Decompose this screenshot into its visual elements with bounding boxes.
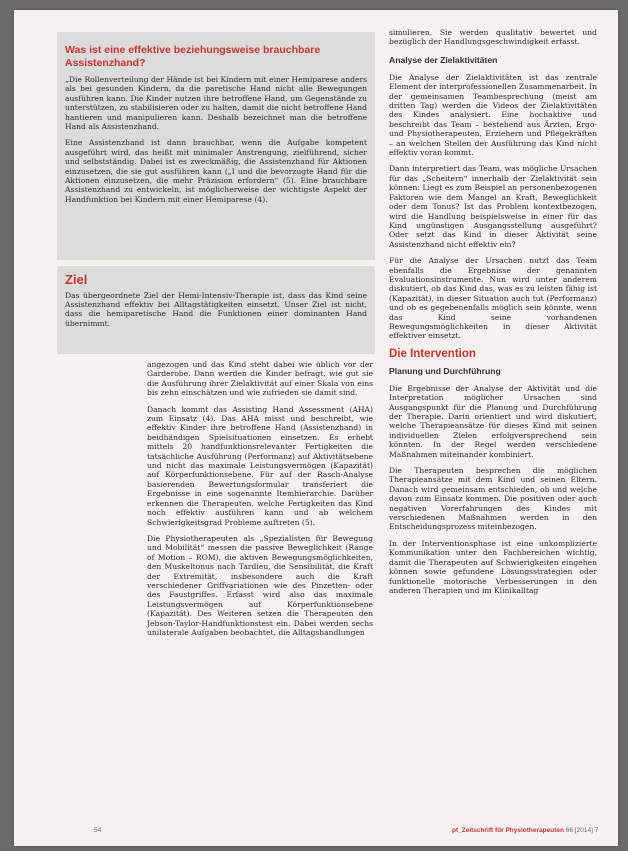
body-paragraph: Die Ergebnisse der Analyse der Aktivität und die Interpretation möglicher Ursachen sind Ausgangspunkt für die Planung und Durchführung der Therapie. Darin orientiert und wird diskutiert, welche Therapieansätze für dieses Kind mit seinen individuellen Zielen erfolgversprechend sein könnten. In der Regel werden verschiedene Maßnahmen miteinander kombiniert. [389, 383, 597, 459]
body-paragraph: Die Physiotherapeuten als „Spezialisten für Bewegung und Mobilität“ messen die passive Beweglichkeit (Range of Motion – ROM), die aktiven Bewegungsmöglichkeiten, den Muskeltonus nach Tardieu, die Sensibilität, die Kraft der Extremität, insbesondere auch die Kraft verschiedener Griffvariationen wie des Pinzetten- oder des Faustgriffes. Erfasst wird also das maximale Leistungsvermögen auf Körperfunktionsebene (Kapazität). Des Weiteren setzen die Therapeuten den Jebson-Taylor-Handfunktionstest ein. Dabei werden sechs unilaterale Aufgaben beobachtet, die Alltagshandlungen [147, 533, 373, 637]
body-paragraph: angezogen und das Kind steht dabei wie üblich vor der Garderobe. Dann werden die Kinder befragt, wie gut sie die Ausführung ihrer Zielaktivität auf einer Skala von eins bis zehn einschätzen und wie zufrieden sie damit sind. [147, 360, 373, 398]
journal-name: pt_Zeitschrift für Physiotherapeuten [452, 827, 564, 834]
info-box-assistenzhand [57, 32, 375, 260]
journal-footer [452, 827, 598, 834]
body-paragraph: Die Therapeuten besprechen die möglichen Therapieansätze mit dem Kind und seinen Eltern. Danach wird gemeinsam entschieden, ob und welche davon zum Einsatz kommen. Die positiven oder auch negativen Vorerfahrungen des Kindes mit verschiedenen Maßnahmen werden in den Entscheidungsprozess miteinbezogen. [389, 466, 597, 532]
section-heading: Planung und Durchführung [389, 365, 501, 376]
box-title: Was ist eine effektive beziehungsweise brauchbare Assistenzhand? [65, 44, 321, 69]
body-paragraph: Die Analyse der Zielaktivitäten ist das zentrale Element der interprofessionellen Zusammenarbeit. In der gemeinsamen Teambesprechung (meist am dritten Tag) werden die Videos der Zielaktivitäten des Kindes analysiert. Eine hochaktive und beschreibt das Team – bestehend aus Ärzten, Ergo- und Physiotherapeuten, Erziehern und Pflegekräften – an welchen Stellen der Ausführung das Kind nicht effektiv voran kommt. [389, 72, 597, 158]
right-column [389, 28, 597, 602]
box-paragraph: Eine Assistenzhand ist dann brauchbar, wenn die Aufgabe kompetent ausgeführt wird, das heißt mit minimaler Anstrengung, zielführend, sicher und selbstständig. Dabei ist es zweckmäßig, die Assistenzhand für Aktionen einzusetzen, die sie gut ausführen kann („I und die bevorzugte Hand für die Aktionen einzusetzen, die mehr Präzision erfordern“ (5). Eine brauchbare Assistenzhand zu entwickeln, ist möglicherweise der wichtigste Aspekt der Handfunktion bei Kindern mit einer Hemiparese (4). [65, 138, 367, 204]
body-paragraph: Danach kommt das Assisting Hand Assessment (AHA) zum Einsatz (4). Das AHA misst und beschreibt, wie effektiv Kinder ihre betroffene Hand (Assistenzhand) in beidhändigen Spielsituationen einsetzen. Es erhebt mittels 20 handfunktionsrelevanter Fertigkeiten die tatsächliche Ausführung (Performanz) auf Aktivitätsebene und nicht das maximale Leistungsvermögen (Kapazität) auf Körperfunktionsebene. Für auf der Rasch-Analyse basierenden Bewertungsformular transferiert die Ergebnisse in eine sogenannte Itemhierarchie. Darüber erkennen die Therapeuten, welche Fertigkeiten das Kind noch effektiv ausführen kann und ab welchem Schwierigkeitsgrad Probleme auftreten (5). [147, 404, 373, 527]
page-number: 54 [94, 827, 102, 834]
body-paragraph: Dann interpretiert das Team, was mögliche Ursachen für das „Scheitern“ innerhalb der Zielaktivität sein können: Liegt es zum Beispiel an personenbezogenen Faktoren wie dem Mangel an Kraft, Beweglichkeit oder dem Tonus? Ist das Problem kontextbezogen, wird die Handlung beispielsweise in einer für das Kind ungünstigen Ausgangsstellung ausgeführt? Oder setzt das Kind in dieser Aktivität seine Assistenzhand nicht effektiv ein? [389, 164, 597, 249]
section-heading-intervention: Die Intervention [389, 347, 476, 360]
info-box-ziel [57, 266, 375, 354]
page [14, 10, 618, 846]
box-paragraph: „Die Rollenverteilung der Hände ist bei Kindern mit einer Hemiparese anders als bei gesunden Kindern, da die paretische Hand nicht alle Bewegungen ausführen kann. Die Kinder nutzen ihre betroffene Hand, um Gegenstände zu unterstützen, zu stabilisieren oder zu halten, damit die nicht betroffene Hand hantieren und manipulieren kann. Deshalb bezeichnet man die betroffene Hand als Assistenzhand. [65, 75, 367, 132]
box-paragraph: Das übergeordnete Ziel der Hemi-Intensiv-Therapie ist, dass das Kind seine Assistenzhand effektiv bei Alltagstätigkeiten einsetzt. Unser Ziel ist nicht, dass die hemiparetische Hand die Funktionen einer dominanten Hand übernimmt. [65, 290, 367, 328]
body-paragraph: Für die Analyse der Ursachen nutzt das Team ebenfalls die Ergebnisse der genannten Evaluationsinstrumente. Nun wird unter anderem diskutiert, ob das Kind das, was es zu leisten fähig ist (Kapazität), in dieser Situation auch tut (Performanz) und ob es gegebenenfalls möglich sein könnte, wenn das Kind seine vorhandenen Bewegungsmöglichkeiten in dieser Aktivität effektiver einsetzt. [389, 256, 597, 341]
body-paragraph: In der Interventionsphase ist eine unkomplizierte Kommunikation unter den Fachbereichen wichtig, damit die Therapeuten auf Schwierigkeiten eingehen können sowie gefundene Lösungsstrategien oder funktionelle motorische Verbesserungen in den anderen Therapien und im Klinikalltag [389, 538, 597, 595]
section-heading: Analyse der Zielaktivitäten [389, 54, 498, 65]
body-paragraph: simulieren. Sie werden qualitativ bewertet und bezüglich der Handlungsgeschwindigkeit erfasst. [389, 28, 597, 47]
journal-issue: 66 [2014] 7 [565, 827, 599, 834]
box-title: Ziel [65, 272, 88, 287]
left-column [147, 360, 373, 644]
